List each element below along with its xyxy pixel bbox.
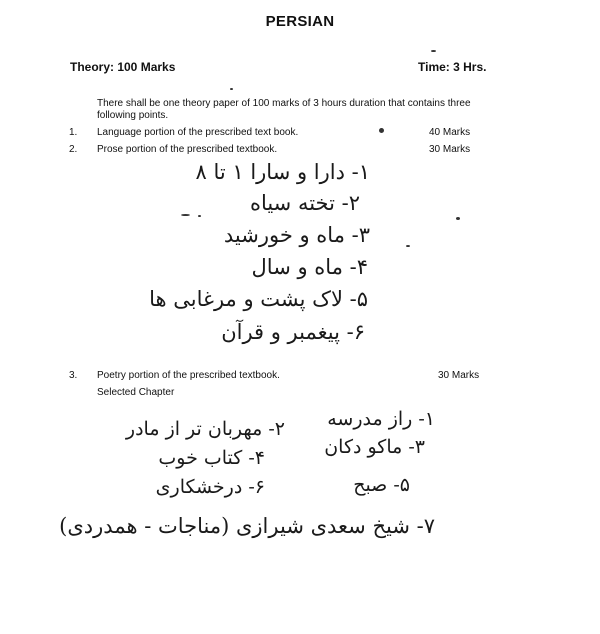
poetry-handwritten-left-3: ۶- درخشکاری [155,476,265,498]
scan-speck [230,88,233,90]
selected-chapter-label: Selected Chapter [97,387,175,398]
poetry-handwritten-right-3: ۵- صبح [353,474,410,496]
prose-handwritten-1: ۱- دارا و سارا ۱ تا ۸ [195,160,370,184]
item-1-marks: 40 Marks [429,127,471,138]
item-2-marks: 30 Marks [429,144,471,155]
item-1-number: 1. [69,127,78,138]
intro-line-1: There shall be one theory paper of 100 marks of 3 hours duration that contains three [97,98,471,109]
item-3-marks: 30 Marks [438,370,480,381]
scan-speck [431,50,436,52]
item-2-number: 2. [69,144,78,155]
scan-speck [181,214,190,216]
prose-handwritten-4: ۴- ماه و سال [251,255,368,279]
poetry-handwritten-left-1: ۲- مهربان تر از مادر [125,418,285,440]
scan-speck [406,245,410,247]
prose-handwritten-6: ۶- پیغمبر و قرآن [221,320,365,344]
item-3-number: 3. [69,370,78,381]
scan-speck [198,215,201,217]
item-3-text: Poetry portion of the prescribed textbook. [97,370,280,381]
theory-marks: Theory: 100 Marks [70,60,176,74]
item-1-text: Language portion of the prescribed text book. [97,127,299,138]
scan-speck [379,128,384,133]
intro-text [97,98,497,122]
prose-handwritten-3: ۳- ماه و خورشید [223,223,370,247]
item-2-text: Prose portion of the prescribed textbook. [97,144,278,155]
intro-line-2: following points. [97,110,169,121]
scan-speck [456,217,460,220]
page-title: PERSIAN [265,13,335,30]
prose-handwritten-2: ۲- تخته سیاه [249,191,360,215]
exam-time: Time: 3 Hrs. [418,60,487,74]
poetry-handwritten-right-2: ۳- ماکو دکان [324,436,425,458]
poetry-handwritten-7: ۷- شیخ سعدی شیرازی (مناجات - همدردی) [59,514,435,538]
poetry-handwritten-right-1: ۱- راز مدرسه [327,408,435,430]
poetry-handwritten-left-2: ۴- کتاب خوب [158,447,265,469]
prose-handwritten-5: ۵- لاک پشت و مرغابی ها [149,287,368,311]
